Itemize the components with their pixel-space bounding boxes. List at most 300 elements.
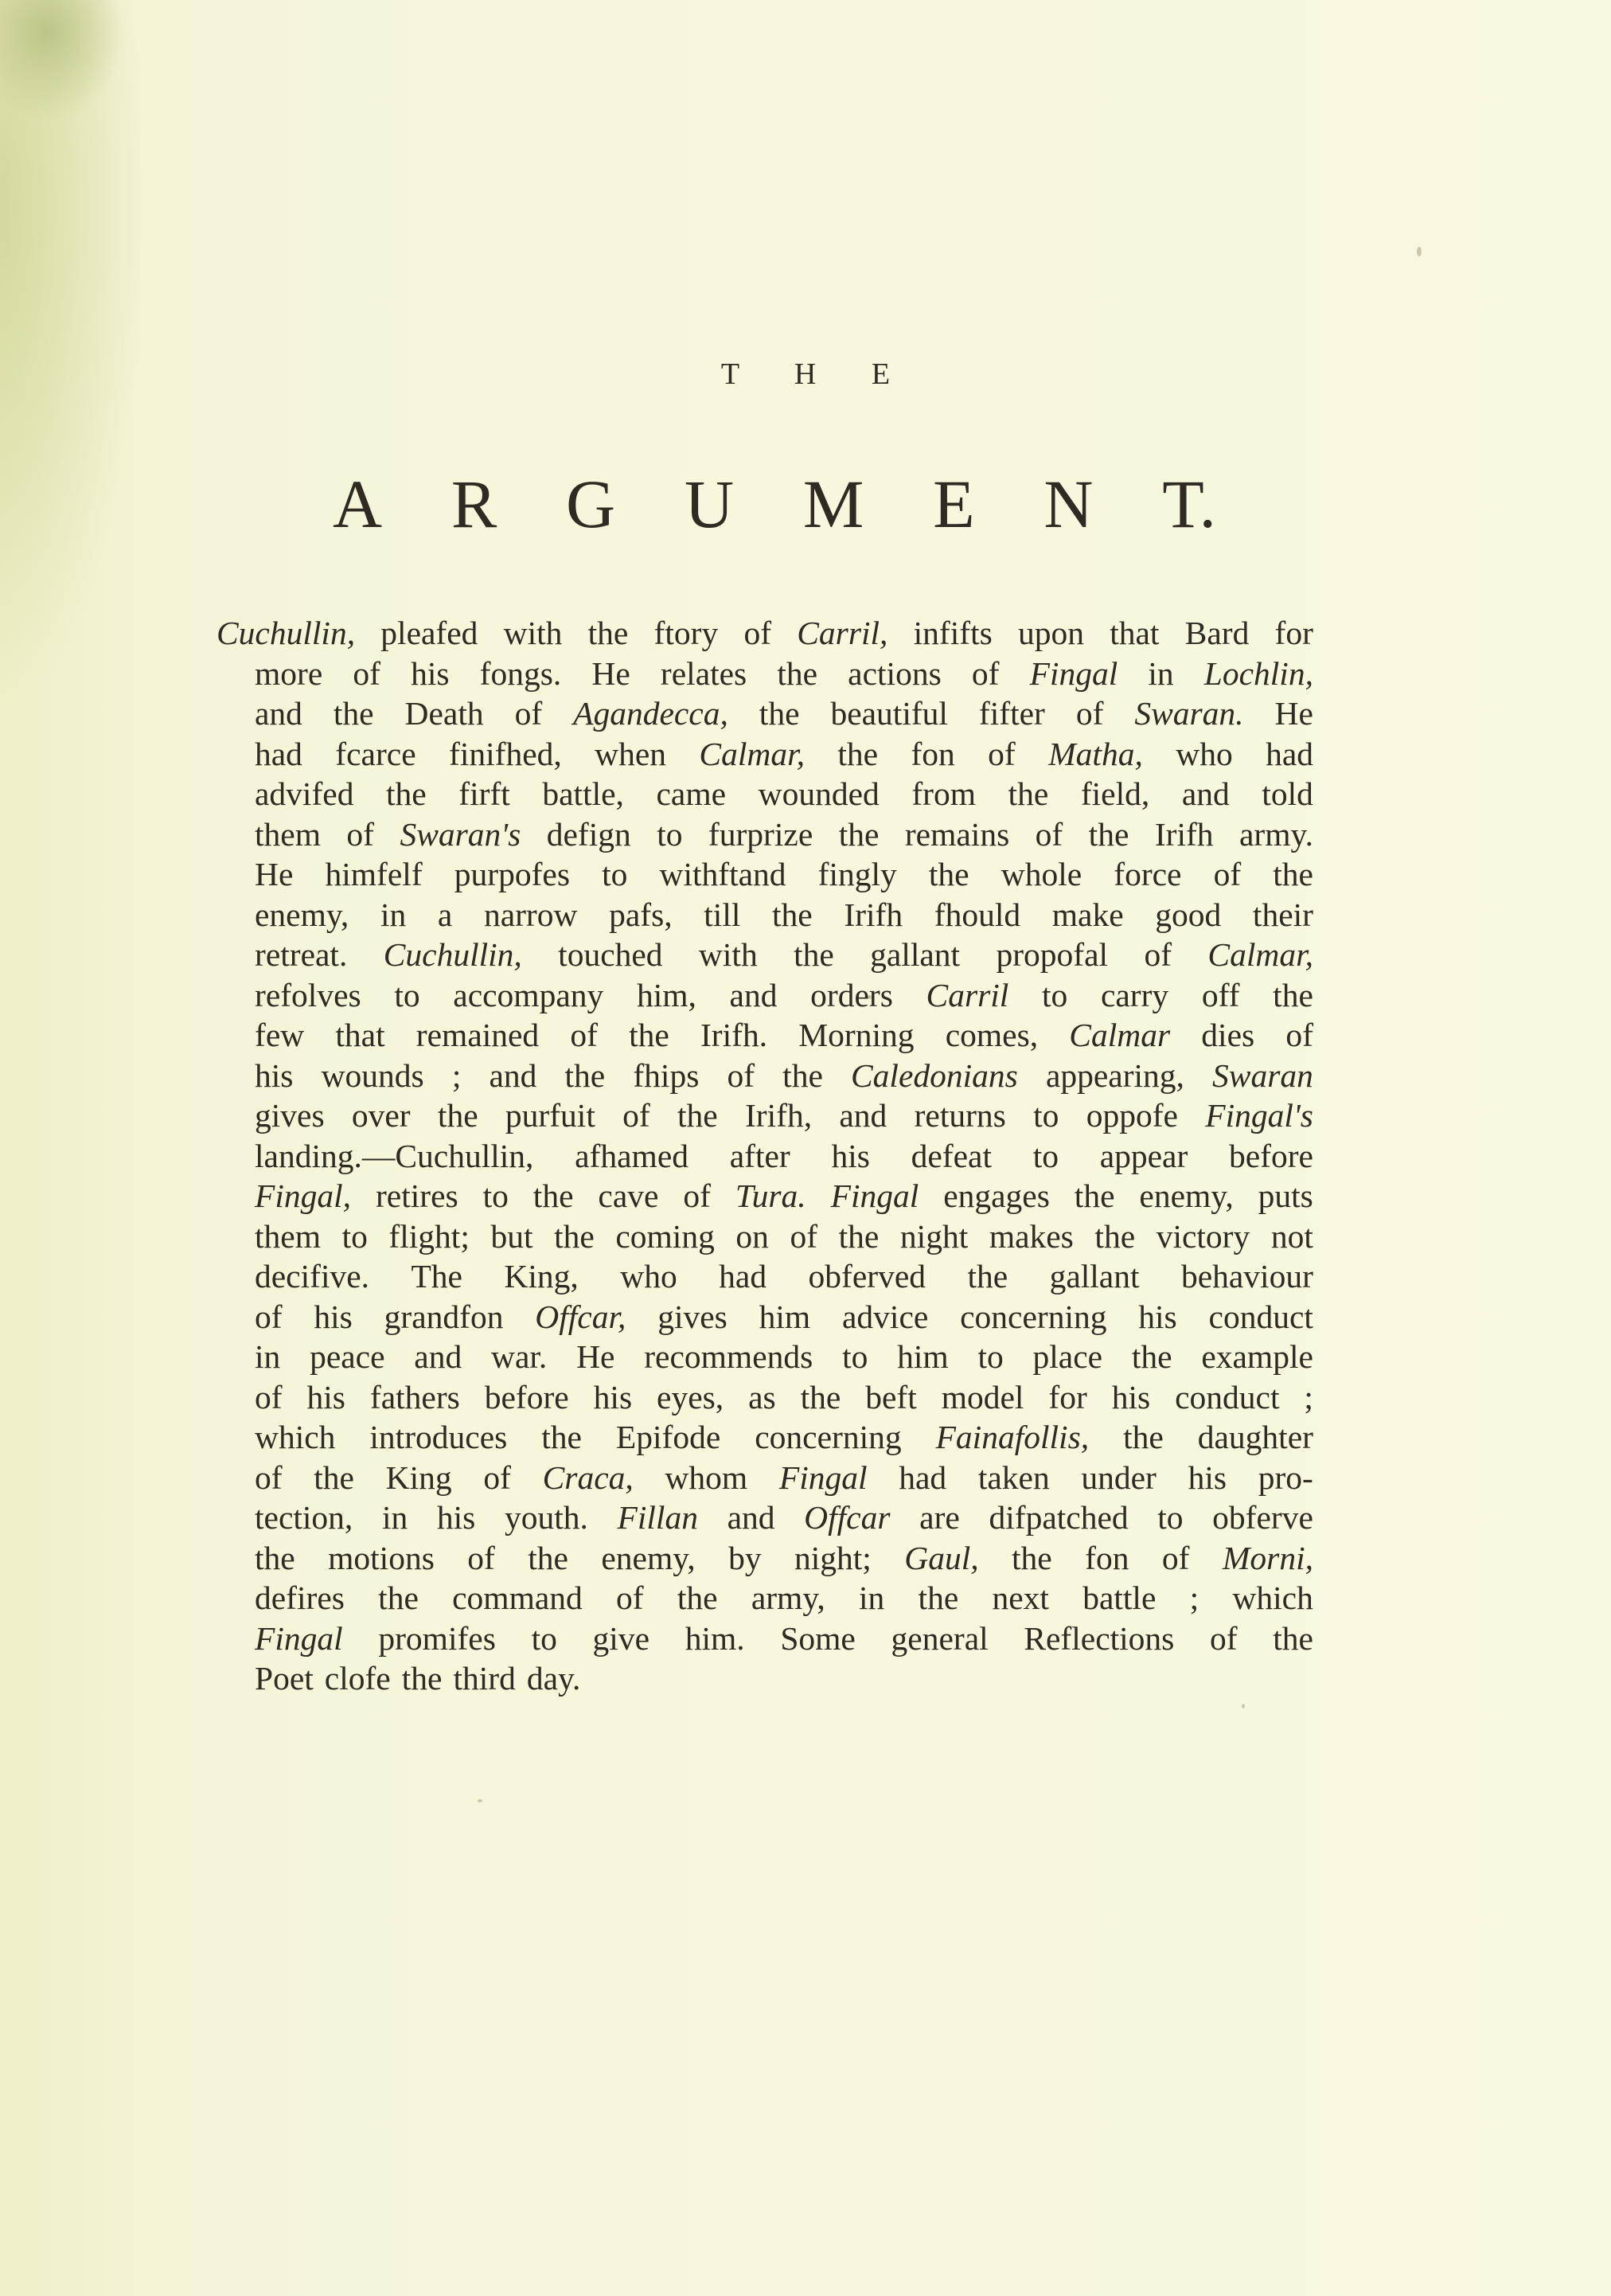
word: touched bbox=[558, 936, 663, 973]
word: his bbox=[593, 1378, 633, 1415]
word: the bbox=[333, 695, 374, 732]
word: eyes, bbox=[657, 1378, 724, 1415]
heading-letter: M bbox=[802, 466, 864, 542]
word: carry bbox=[1100, 976, 1169, 1013]
word: the bbox=[838, 815, 880, 853]
heading-letter: G bbox=[566, 466, 616, 542]
word: Irifh. bbox=[700, 1017, 768, 1053]
word: orders bbox=[810, 976, 893, 1013]
word: oppofe bbox=[1086, 1097, 1178, 1134]
word: the bbox=[800, 1378, 841, 1415]
word: him bbox=[759, 1298, 811, 1335]
word: recommends bbox=[644, 1338, 813, 1375]
word: tection, bbox=[255, 1499, 353, 1536]
word: who bbox=[620, 1258, 677, 1294]
text-line bbox=[255, 895, 1313, 935]
word: who bbox=[1176, 735, 1233, 772]
word: of bbox=[483, 1458, 511, 1496]
text-line bbox=[255, 1497, 1313, 1538]
word: fifter bbox=[978, 695, 1045, 732]
word: and bbox=[727, 1499, 775, 1536]
word: the bbox=[437, 1097, 478, 1134]
word: the bbox=[1074, 1177, 1115, 1214]
word: general bbox=[891, 1619, 989, 1657]
word: upon bbox=[1017, 615, 1084, 651]
word: landing.—Cuchullin, bbox=[255, 1137, 534, 1174]
word: pro- bbox=[1258, 1458, 1313, 1496]
word: beautiful bbox=[830, 695, 948, 732]
word: the bbox=[928, 856, 969, 892]
word: to bbox=[842, 1338, 868, 1375]
word: for bbox=[1048, 1378, 1087, 1415]
word: the bbox=[564, 1056, 606, 1094]
word: Death bbox=[404, 695, 484, 732]
word: the bbox=[1012, 1539, 1052, 1576]
word: day. bbox=[526, 1660, 581, 1697]
word: their bbox=[1252, 896, 1313, 933]
word: ; bbox=[451, 1056, 462, 1094]
text-line bbox=[255, 1578, 1313, 1619]
word: Tura. bbox=[735, 1177, 806, 1214]
word: accompany bbox=[453, 976, 604, 1013]
word: in bbox=[381, 1499, 408, 1536]
word: in bbox=[859, 1579, 885, 1616]
word: before bbox=[1229, 1137, 1313, 1174]
word: of bbox=[255, 1298, 283, 1335]
word: and bbox=[414, 1338, 462, 1375]
text-line bbox=[255, 1256, 1313, 1297]
word: Morning bbox=[798, 1017, 915, 1053]
word: Matha, bbox=[1048, 735, 1143, 772]
word: Carril, bbox=[797, 615, 888, 651]
text-line bbox=[255, 1056, 1313, 1096]
word: with bbox=[503, 615, 563, 651]
word: from bbox=[911, 775, 976, 812]
word: as bbox=[748, 1378, 776, 1415]
text-line bbox=[255, 854, 1313, 895]
word: the bbox=[759, 695, 800, 732]
heading-letter: A bbox=[333, 466, 383, 542]
word: of bbox=[1075, 695, 1104, 732]
word: him. bbox=[685, 1619, 745, 1657]
word: introduces bbox=[369, 1419, 508, 1455]
word: retreat. bbox=[255, 936, 348, 973]
word: force bbox=[1114, 856, 1182, 892]
word: to bbox=[1157, 1499, 1184, 1536]
word: Agandecca, bbox=[573, 695, 728, 732]
word: promifes bbox=[378, 1619, 496, 1657]
word: after bbox=[729, 1137, 790, 1174]
word: Swaran. bbox=[1134, 695, 1244, 732]
word: defires bbox=[255, 1579, 345, 1616]
word: the bbox=[677, 1579, 718, 1616]
word: Calmar bbox=[1069, 1017, 1171, 1053]
word: of bbox=[622, 1097, 650, 1134]
word: that bbox=[335, 1017, 385, 1053]
word: the bbox=[1008, 775, 1049, 812]
word: of bbox=[743, 615, 772, 651]
word: victory bbox=[1156, 1217, 1250, 1255]
word: night bbox=[899, 1217, 969, 1255]
word: Bard bbox=[1184, 615, 1250, 651]
word: dies bbox=[1201, 1017, 1255, 1053]
word: purfuit bbox=[505, 1097, 595, 1134]
heading-the: T H E bbox=[720, 357, 915, 391]
word: example bbox=[1201, 1338, 1313, 1375]
word: his bbox=[1138, 1298, 1177, 1335]
word: the bbox=[918, 1579, 959, 1616]
word: the bbox=[554, 1217, 595, 1255]
word: fhould bbox=[934, 896, 1021, 933]
word: fcarce bbox=[335, 735, 416, 772]
word: pafs, bbox=[609, 896, 673, 933]
word: of bbox=[616, 1579, 644, 1616]
text-line bbox=[255, 1458, 1313, 1498]
word: of bbox=[727, 1056, 755, 1094]
word: difpatched bbox=[989, 1499, 1129, 1536]
text-line bbox=[216, 613, 1313, 654]
word: war. bbox=[490, 1338, 548, 1375]
word: model bbox=[941, 1378, 1024, 1415]
word: few bbox=[255, 1017, 305, 1053]
text-line bbox=[255, 1015, 1313, 1056]
word: defeat bbox=[911, 1137, 992, 1174]
word: of bbox=[467, 1539, 495, 1576]
word: gallant bbox=[870, 936, 961, 973]
word: make bbox=[1051, 896, 1124, 933]
word: Gaul, bbox=[904, 1539, 979, 1576]
text-line bbox=[255, 1297, 1313, 1337]
word: of bbox=[514, 695, 543, 732]
word: which bbox=[255, 1419, 336, 1455]
word: makes bbox=[989, 1217, 1074, 1255]
word: comes, bbox=[945, 1017, 1039, 1053]
word: Some bbox=[780, 1619, 856, 1657]
word: his bbox=[411, 654, 450, 692]
word: them bbox=[255, 1217, 321, 1255]
word: in bbox=[380, 896, 407, 933]
word: Lochlin, bbox=[1203, 654, 1313, 692]
word: to bbox=[977, 1338, 1004, 1375]
word: and bbox=[489, 1056, 537, 1094]
word: of bbox=[1285, 1017, 1313, 1053]
word: remains bbox=[904, 815, 1010, 853]
word: ; bbox=[1304, 1378, 1313, 1415]
word: King, bbox=[504, 1258, 579, 1294]
word: told bbox=[1262, 775, 1313, 812]
word: battle bbox=[1082, 1579, 1157, 1616]
word: are bbox=[919, 1499, 960, 1536]
word: decifive. bbox=[255, 1258, 370, 1294]
word: conduct bbox=[1175, 1378, 1280, 1415]
heading-letter: U bbox=[684, 466, 735, 542]
word: Fingal bbox=[830, 1177, 919, 1214]
word: Fainafollis, bbox=[935, 1419, 1090, 1455]
word: of bbox=[1161, 1539, 1190, 1576]
word: daughter bbox=[1197, 1419, 1313, 1455]
word: of bbox=[971, 654, 1000, 692]
word: to bbox=[1042, 976, 1068, 1013]
word: himfelf bbox=[325, 856, 423, 892]
word: battle, bbox=[542, 775, 624, 812]
word: He bbox=[1274, 695, 1313, 732]
word: command bbox=[452, 1579, 583, 1616]
word: army, bbox=[751, 1579, 825, 1616]
word: a bbox=[437, 896, 453, 933]
word: Craca, bbox=[542, 1458, 634, 1496]
word: to bbox=[531, 1619, 557, 1657]
word: before bbox=[484, 1378, 569, 1415]
word: pleafed bbox=[380, 615, 478, 651]
heading-argument bbox=[333, 466, 1216, 542]
word: the bbox=[255, 1539, 295, 1576]
word: engages bbox=[943, 1177, 1050, 1214]
text-line bbox=[255, 935, 1313, 975]
word: of bbox=[790, 1217, 818, 1255]
word: motions bbox=[328, 1539, 435, 1576]
word: the bbox=[838, 1217, 880, 1255]
word: King bbox=[385, 1458, 452, 1496]
word: the bbox=[1094, 1217, 1136, 1255]
word: actions bbox=[848, 654, 942, 692]
word: the bbox=[1273, 856, 1313, 892]
word: fongs. bbox=[479, 654, 562, 692]
word: for bbox=[1274, 615, 1313, 651]
word: of bbox=[255, 1458, 283, 1496]
word: the bbox=[772, 896, 813, 933]
word: youth. bbox=[504, 1499, 588, 1536]
text-line bbox=[255, 1095, 1313, 1136]
word: the bbox=[378, 1579, 419, 1616]
paper-blemish bbox=[868, 995, 872, 999]
word: the bbox=[629, 1017, 669, 1053]
word: the bbox=[777, 654, 818, 692]
word: Offcar, bbox=[535, 1298, 626, 1335]
heading-letter: R bbox=[451, 466, 497, 542]
word: afhamed bbox=[575, 1137, 688, 1174]
word: had bbox=[255, 735, 302, 772]
text-line bbox=[255, 1176, 1313, 1216]
word: Fingal bbox=[255, 1619, 343, 1657]
text-line bbox=[255, 814, 1313, 855]
word: puts bbox=[1258, 1177, 1313, 1214]
word: on bbox=[735, 1217, 769, 1255]
word: ftory bbox=[653, 615, 719, 651]
word: with bbox=[698, 936, 758, 973]
word: appear bbox=[1099, 1137, 1188, 1174]
word: Fingal's bbox=[1205, 1097, 1313, 1134]
word: the bbox=[967, 1258, 1008, 1294]
word: his bbox=[1111, 1378, 1151, 1415]
heading-letter: T. bbox=[1162, 466, 1216, 542]
word: fingly bbox=[817, 856, 897, 892]
word: enemy, bbox=[1139, 1177, 1234, 1214]
word: gives bbox=[255, 1097, 325, 1134]
text-line bbox=[255, 975, 1313, 1016]
word: the bbox=[386, 775, 427, 812]
word: his bbox=[314, 1298, 353, 1335]
word: in bbox=[1148, 654, 1174, 692]
word: his bbox=[831, 1137, 870, 1174]
word: in bbox=[255, 1338, 281, 1375]
text-line bbox=[255, 1216, 1313, 1257]
word: fathers bbox=[369, 1378, 460, 1415]
word: of bbox=[570, 1017, 598, 1053]
word: Carril bbox=[926, 976, 1009, 1013]
word: under bbox=[1081, 1458, 1157, 1496]
word: to bbox=[1032, 1137, 1059, 1174]
word: of bbox=[255, 1378, 283, 1415]
word: the bbox=[782, 1056, 823, 1094]
word: of bbox=[353, 654, 380, 692]
word: Poet bbox=[255, 1660, 314, 1697]
word: Calmar, bbox=[699, 735, 805, 772]
word: Fingal, bbox=[255, 1177, 352, 1214]
word: the bbox=[1131, 1338, 1172, 1375]
word: Epifode bbox=[615, 1419, 721, 1455]
word: his bbox=[306, 1378, 345, 1415]
argument-paragraph bbox=[216, 613, 1313, 1699]
word: the bbox=[1273, 1619, 1313, 1657]
word: next bbox=[992, 1579, 1049, 1616]
word: fhips bbox=[633, 1056, 700, 1094]
word: the bbox=[677, 1097, 718, 1134]
paper-blemish bbox=[478, 1799, 482, 1802]
text-line bbox=[255, 654, 1313, 694]
word: had bbox=[899, 1458, 947, 1496]
word: relates bbox=[660, 654, 747, 692]
word: returns bbox=[914, 1097, 1006, 1134]
word: of bbox=[346, 815, 374, 853]
text-line bbox=[255, 1619, 1313, 1659]
word: Reflections bbox=[1024, 1619, 1175, 1657]
word: and bbox=[729, 976, 778, 1013]
word: that bbox=[1110, 615, 1160, 651]
word: remained bbox=[415, 1017, 540, 1053]
word: behaviour bbox=[1180, 1258, 1313, 1294]
word: which bbox=[1232, 1579, 1313, 1616]
word: concerning bbox=[960, 1298, 1107, 1335]
word: not bbox=[1270, 1217, 1313, 1255]
word: grandfon bbox=[384, 1298, 504, 1335]
word: of bbox=[683, 1177, 711, 1214]
word: third bbox=[453, 1660, 516, 1697]
word: purpofes bbox=[454, 856, 570, 892]
word: advice bbox=[842, 1298, 929, 1335]
word: He bbox=[255, 856, 294, 892]
heading-letter: N bbox=[1043, 466, 1094, 542]
word: to bbox=[341, 1217, 368, 1255]
word: him, bbox=[636, 976, 696, 1013]
word: infifts bbox=[913, 615, 993, 651]
text-line bbox=[255, 1136, 1313, 1177]
word: more bbox=[255, 654, 323, 692]
heading-letter: E bbox=[933, 466, 975, 542]
word: finifhed, bbox=[449, 735, 562, 772]
word: Irifh bbox=[844, 896, 903, 933]
text-line bbox=[255, 1377, 1313, 1418]
text-line bbox=[255, 734, 1313, 775]
word: the bbox=[1123, 1419, 1164, 1455]
word: gallant bbox=[1049, 1258, 1140, 1294]
paper-blemish bbox=[1242, 1704, 1245, 1708]
word: the bbox=[541, 1419, 582, 1455]
text-line bbox=[255, 774, 1313, 814]
word: He bbox=[591, 654, 630, 692]
word: off bbox=[1201, 976, 1240, 1013]
word: give bbox=[592, 1619, 649, 1657]
word: fon bbox=[911, 735, 955, 772]
word: Fingal bbox=[1029, 654, 1118, 692]
word: the bbox=[794, 936, 834, 973]
word: obferve bbox=[1212, 1499, 1313, 1536]
word: Cuchullin, bbox=[216, 615, 356, 651]
word: propofal bbox=[996, 936, 1109, 973]
text-line bbox=[255, 693, 1313, 734]
word: had bbox=[1266, 735, 1313, 772]
word: withftand bbox=[659, 856, 786, 892]
word: Calmar, bbox=[1207, 936, 1313, 973]
word: cave bbox=[598, 1177, 659, 1214]
word: good bbox=[1155, 896, 1222, 933]
word: wounds bbox=[321, 1056, 424, 1094]
word: refolves bbox=[255, 976, 361, 1013]
word: the bbox=[587, 615, 629, 651]
word: concerning bbox=[755, 1419, 902, 1455]
word: to bbox=[602, 856, 628, 892]
word: him bbox=[897, 1338, 949, 1375]
word: obferved bbox=[808, 1258, 926, 1294]
text-line bbox=[255, 1538, 1313, 1579]
word: had bbox=[719, 1258, 767, 1294]
word: his bbox=[436, 1499, 476, 1536]
word: army. bbox=[1239, 815, 1313, 853]
word: whole bbox=[1001, 856, 1082, 892]
word: advifed bbox=[255, 775, 354, 812]
word: of bbox=[1144, 936, 1172, 973]
word: Morni, bbox=[1222, 1539, 1313, 1576]
word: Swaran bbox=[1212, 1056, 1313, 1094]
word: firft bbox=[458, 775, 510, 812]
word: till bbox=[704, 896, 741, 933]
word: beft bbox=[865, 1378, 917, 1415]
word: the bbox=[1273, 976, 1313, 1013]
word: flight; bbox=[388, 1217, 470, 1255]
word: to bbox=[657, 815, 683, 853]
word: taken bbox=[977, 1458, 1050, 1496]
word: when bbox=[595, 735, 667, 772]
word: of bbox=[1213, 856, 1242, 892]
word: to bbox=[394, 976, 420, 1013]
word: appearing, bbox=[1045, 1056, 1184, 1094]
word: to bbox=[482, 1177, 509, 1214]
word: wounded bbox=[758, 775, 880, 812]
word: enemy, bbox=[255, 896, 349, 933]
word: the bbox=[837, 735, 879, 772]
word: gives bbox=[657, 1298, 727, 1335]
word: of bbox=[988, 735, 1016, 772]
word: and bbox=[1181, 775, 1230, 812]
word: coming bbox=[615, 1217, 715, 1255]
word: but bbox=[490, 1217, 533, 1255]
word: the bbox=[1088, 815, 1129, 853]
word: Caledonians bbox=[851, 1056, 1018, 1094]
word: Offcar bbox=[804, 1499, 891, 1536]
word: of bbox=[1210, 1619, 1238, 1657]
word: his bbox=[255, 1056, 294, 1094]
word: the bbox=[314, 1458, 354, 1496]
word: Irifh, bbox=[744, 1097, 813, 1134]
